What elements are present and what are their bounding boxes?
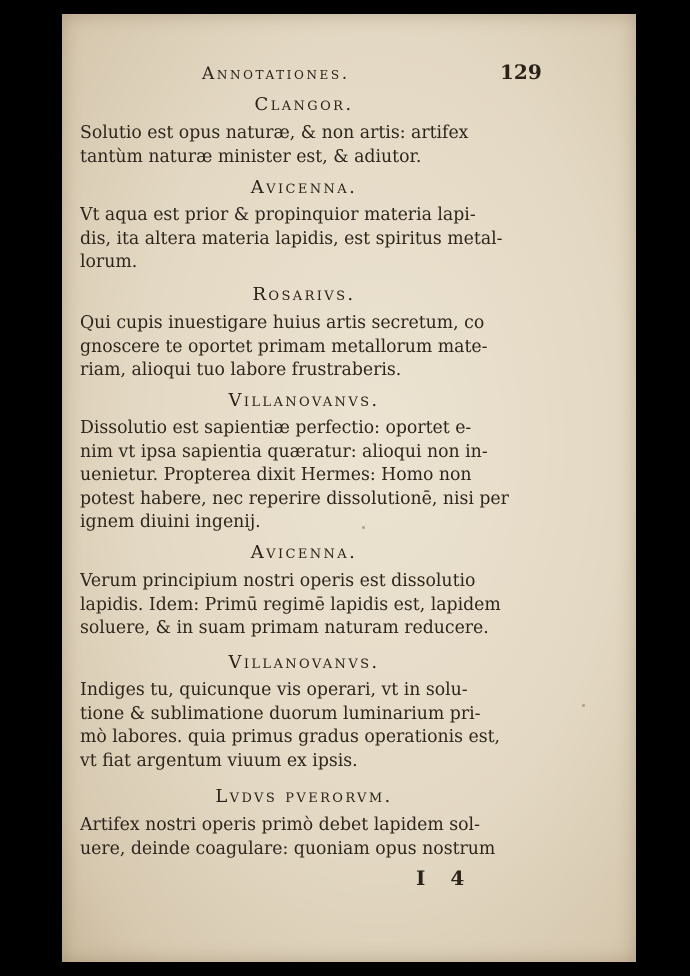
scan-border-top	[0, 0, 690, 14]
text-line: Verum principium nostri operis est dissolutio	[80, 571, 476, 591]
text-line: Qui cupis inuestigare huius artis secretum, co	[80, 313, 485, 333]
section-heading: Lvdvs pverorvm.	[215, 786, 393, 807]
section-heading: Rosarivs.	[252, 284, 356, 305]
text-line: soluere, & in suam primam naturam reducere.	[80, 618, 489, 638]
text-line: Solutio est opus naturæ, & non artis: artifex	[80, 123, 469, 143]
text-line: Artifex nostri operis primò debet lapidem sol-	[80, 815, 480, 835]
text-line: Indiges tu, quicunque vis operari, vt in solu-	[80, 680, 468, 700]
running-title: Annotationes.	[202, 64, 350, 84]
section-text	[80, 204, 528, 275]
book-page	[62, 14, 636, 962]
section-heading: Avicenna.	[250, 177, 358, 198]
scan-border-bottom	[0, 962, 690, 976]
text-line: nim vt ipsa sapientia quæratur: alioqui non in-	[80, 441, 488, 462]
text-line: riam, alioqui tuo labore frustraberis.	[80, 360, 402, 380]
paper-speck	[582, 704, 585, 707]
section-heading: Clangor.	[254, 94, 354, 115]
text-line: gnoscere te oportet primam metallorum mate-	[80, 336, 488, 357]
page-number: 129	[500, 60, 542, 84]
text-line: Dissolutio est sapientiæ perfectio: oportet e-	[80, 418, 472, 438]
text-line: ignem diuini ingenij.	[80, 512, 261, 532]
text-line: tantùm naturæ minister est, & adiutor.	[80, 146, 422, 167]
section-text	[80, 122, 528, 169]
section-heading: Villanovanvs.	[228, 652, 380, 673]
section-text	[80, 679, 528, 773]
text-line: uere, deinde coagulare: quoniam opus nostrum	[80, 838, 496, 859]
text-line: vt fiat argentum viuum ex ipsis.	[80, 750, 358, 771]
text-line: dis, ita altera materia lapidis, est spiritus metal-	[80, 228, 503, 249]
section-heading: Avicenna.	[250, 542, 358, 563]
section-text	[80, 814, 528, 861]
text-line: uenietur. Propterea dixit Hermes: Homo non	[80, 465, 472, 485]
text-line: Vt aqua est prior & propinquior materia lapi-	[80, 205, 476, 225]
section-text	[80, 312, 528, 383]
text-line: lorum.	[80, 252, 138, 272]
scan-border-left	[0, 0, 62, 976]
section-text	[80, 417, 528, 535]
signature-mark: I 4	[416, 866, 474, 890]
text-line: mò labores. quia primus gradus operationis est,	[80, 727, 501, 747]
section-text	[80, 570, 528, 641]
text-line: tione & sublimatione duorum luminarium pri-	[80, 703, 481, 724]
section-heading: Villanovanvs.	[228, 390, 380, 411]
text-line: potest habere, nec reperire dissolutionē, nisi per	[80, 488, 509, 509]
scan-border-right	[636, 0, 690, 976]
text-line: lapidis. Idem: Primū regimē lapidis est, lapidem	[80, 594, 501, 615]
